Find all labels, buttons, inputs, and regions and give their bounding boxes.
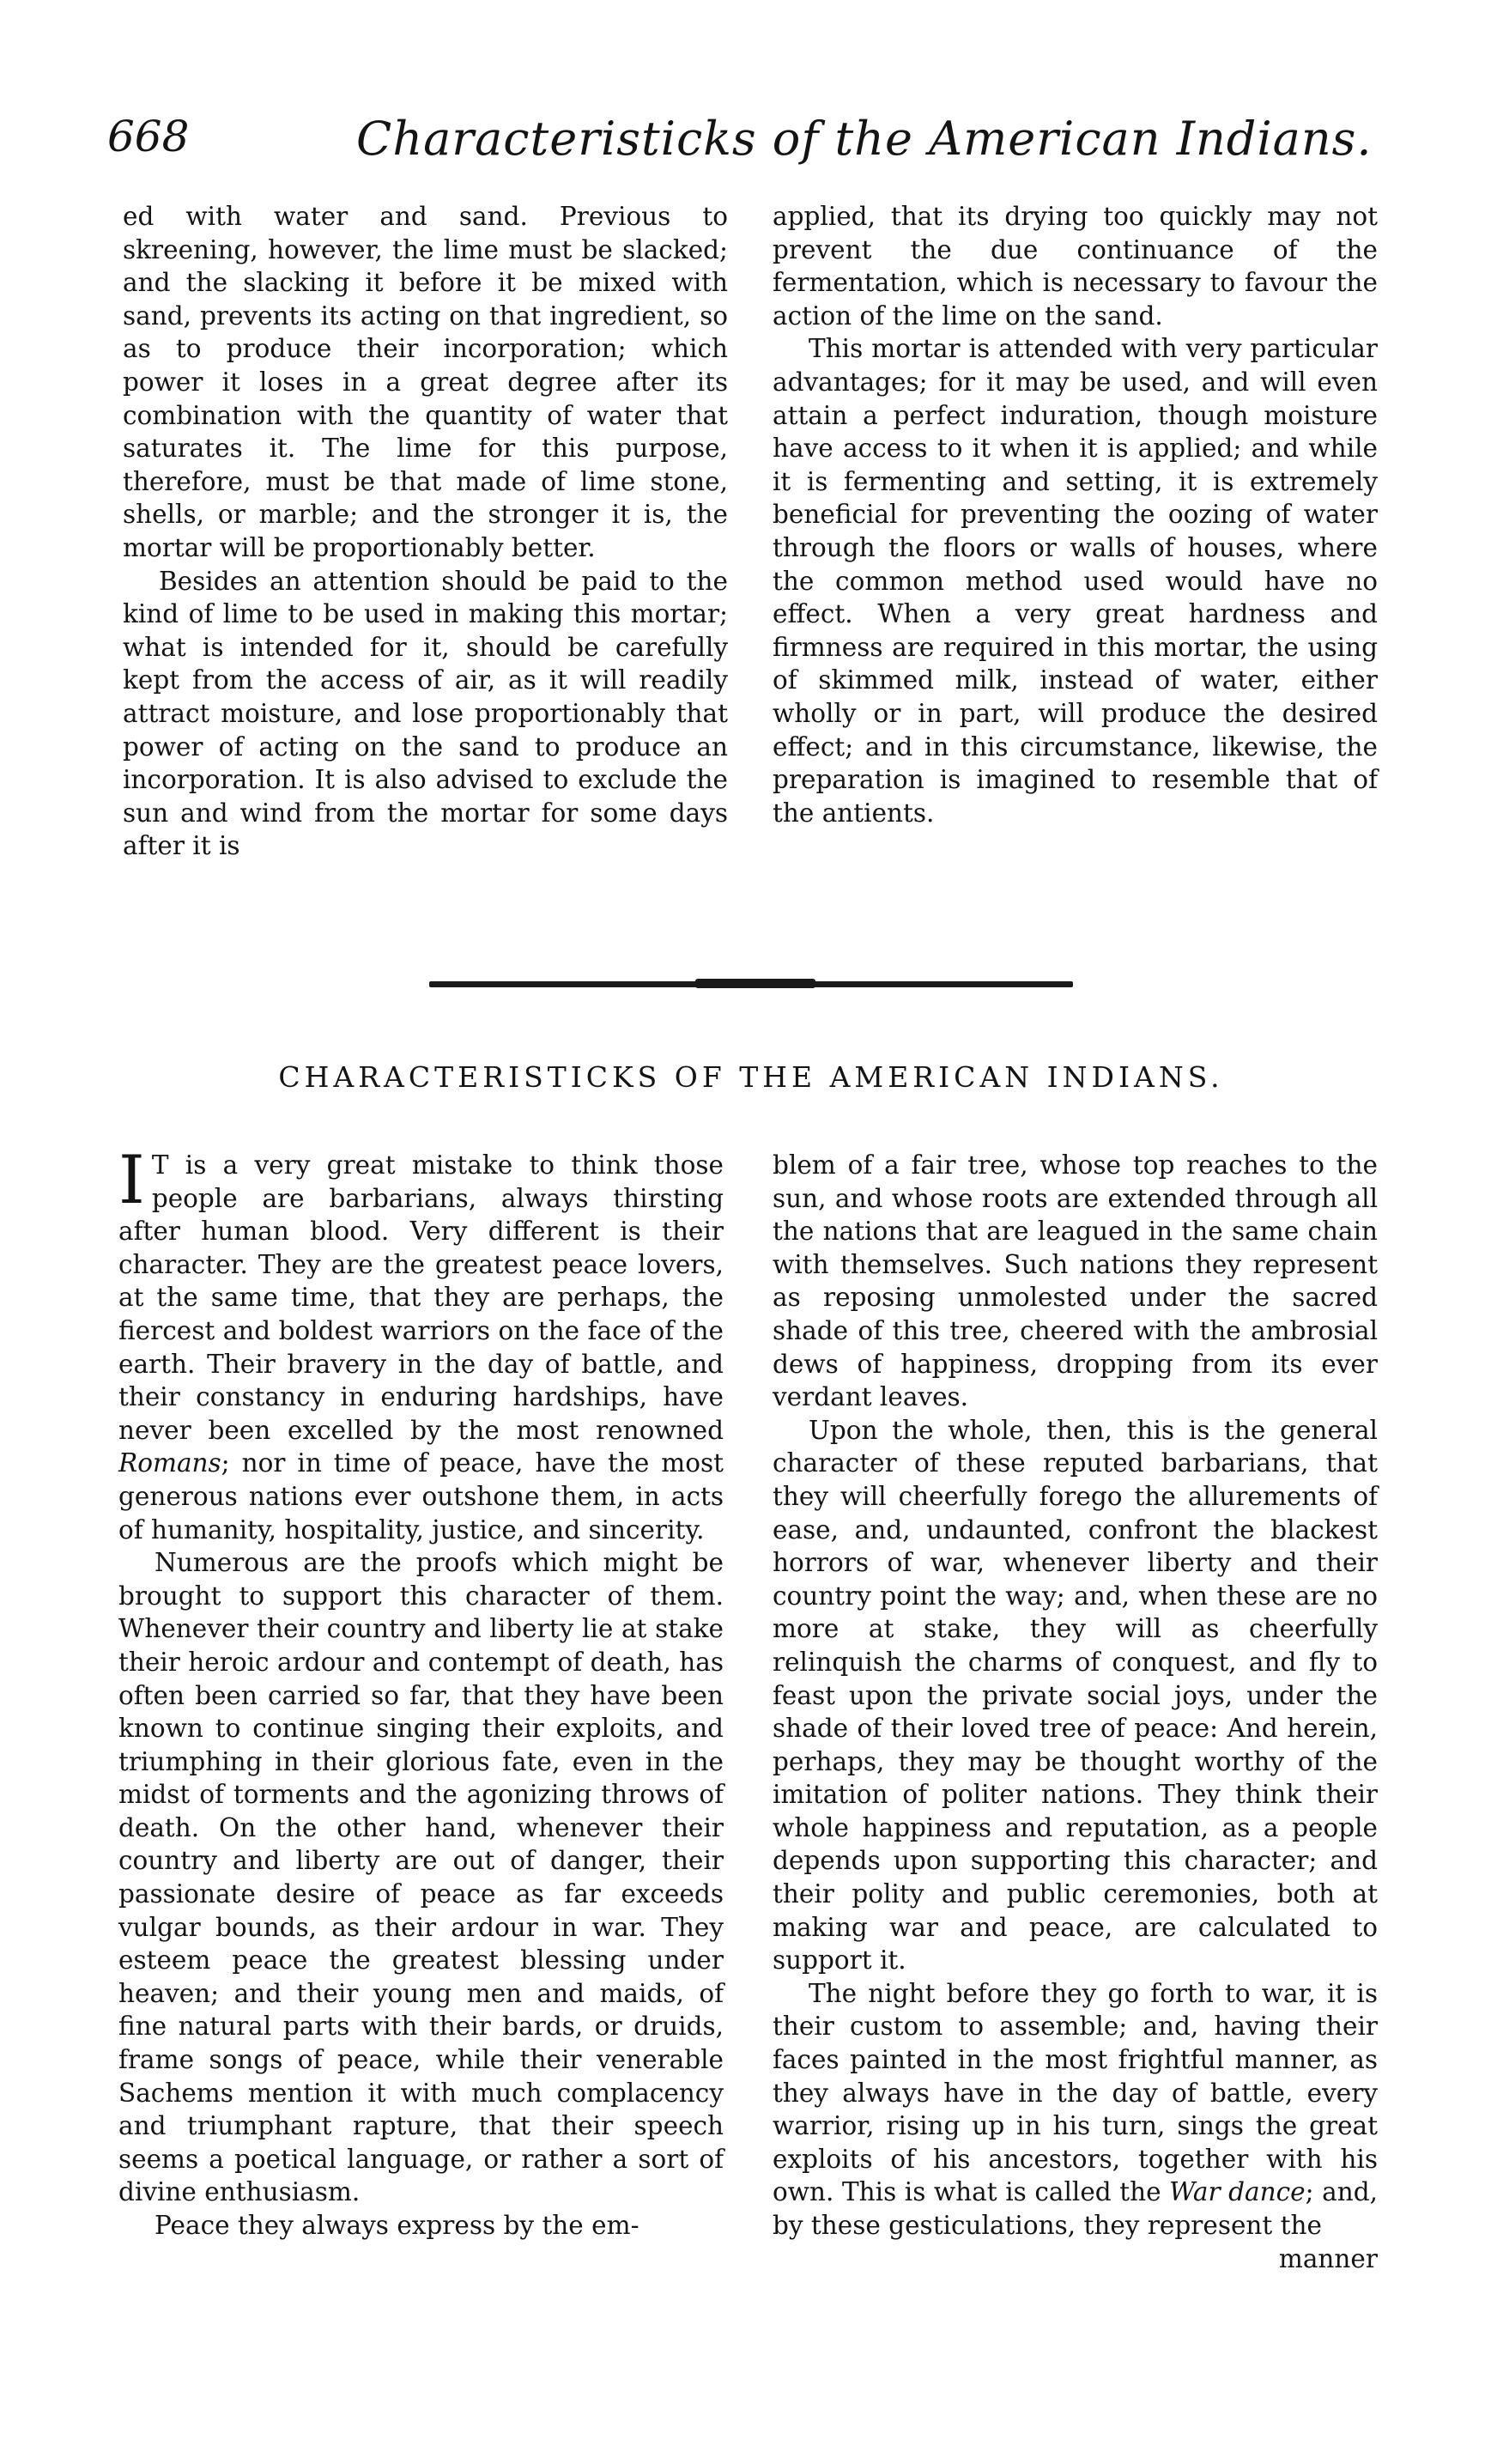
section-left-paragraph-1: I T is a very great mistake to think those people are barbarians, always thirsting after human blood. Very different is their character. They are the greatest peace lovers, at the same time, that they are perhaps, the fiercest and boldest warriors on the face of the earth. Their bravery in the day of battle, and their constancy in enduring hardships, have never been excelled by the most renowned Romans; nor in time of peace, have the most generous nations ever outshone them, in acts of humanity, hospitality, justice, and sincerity. (118, 1142, 724, 1545)
catchword: manner (1278, 2243, 1378, 2273)
section-title: CHARACTERISTICKS OF THE AMERICAN INDIANS. (278, 1060, 1224, 1094)
emphasis-war-dance: War dance (1169, 2177, 1306, 2207)
top-right-paragraph-2: This mortar is attended with very particular advantages; for it may be used, and will even attain a perfect induration, though moisture have access to it when it is applied; and while it is fermenting and setting, it is extremely beneficial for preventing the oozing of water through the floors or walls of houses, where the common method used would have no effect. When a very great hardness and firmness are required in this mortar, the using of skimmed milk, instead of water, either wholly or in part, will produce the desired effect; and in this circumstance, likewise, the preparation is imagined to resemble that of the antients. (773, 334, 1378, 828)
running-title: Characteristicks of the American Indians. (356, 112, 1373, 166)
top-right-paragraph-1: applied, that its drying too quickly may not prevent the due continuance of the fermentation, which is necessary to favour the action of the lime on the sand. (773, 202, 1378, 331)
top-left-column (123, 200, 728, 863)
section-right-paragraph-2: Upon the whole, then, this is the general character of these reputed barbarians, that they will cheerfully forego the allurements of ease, and, undaunted, confront the blackest horrors of war, whenever liberty and their country point the way; and, when these are no more at stake, they will as cheerfully relinquish the charms of conquest, and fly to feast upon the private social joys, under the shade of their loved tree of peace: And herein, perhaps, they may be thought worthy of the imitation of politer nations. They think their whole happiness and reputation, as a people depends upon supporting this character; and their polity and public ceremonies, both at making war and peace, are calculated to support it. (773, 1415, 1378, 1975)
drop-cap: I (118, 1142, 145, 1219)
section-divider-rule (429, 981, 1073, 987)
page-number: 668 (107, 112, 190, 161)
section-right-paragraph-3: The night before they go forth to war, it is their custom to assemble; and, having their faces painted in the most frightful manner, as they always have in the day of battle, every warrior, rising up in his turn, sings the great exploits of his ancestors, together with his own. This is what is called the War dance; and, by these gesticulations, they represent the (773, 1978, 1378, 2240)
page-header (107, 112, 1395, 189)
section-left-paragraph-3: Peace they always express by the em- (155, 2211, 639, 2240)
section-right-paragraph-1: blem of a fair tree, whose top reaches to the sun, and whose roots are extended through all the nations that are leagued in the same chain with themselves. Such nations they represent as reposing unmolested under the sacred shade of this tree, cheered with the ambrosial dews of happiness, dropping from its ever verdant leaves. (773, 1150, 1378, 1412)
top-right-column (773, 200, 1378, 829)
top-left-paragraph-1: ed with water and sand. Previous to skreening, however, the lime must be slacked; and the slacking it before it be mixed with sand, prevents its acting on that ingredient, so as to produce their incorporation; which power it loses in a great degree after its combination with the quantity of water that saturates it. The lime for this purpose, therefore, must be that made of lime stone, shells, or marble; and the stronger it is, the mortar will be proportionably better. (123, 202, 728, 562)
section-right-column (773, 1149, 1378, 2275)
section-left-column (118, 1142, 724, 2242)
emphasis-romans: Romans (118, 1448, 221, 1478)
top-left-paragraph-2: Besides an attention should be paid to the kind of lime to be used in making this mortar; what is intended for it, should be carefully kept from the access of air, as it will readily attract moisture, and lose proportionably that power of acting on the sand to produce an incorporation. It is also advised to exclude the sun and wind from the mortar for some days after it is (123, 566, 728, 861)
section-left-paragraph-2: Numerous are the proofs which might be brought to support this character of them. Whenever their country and liberty lie at stake their heroic ardour and contempt of death, has often been carried so far, that they have been known to continue singing their exploits, and triumphing in their glorious fate, even in the midst of torments and the agonizing throws of death. On the other hand, whenever their country and liberty are out of danger, their passionate desire of peace as far exceeds vulgar bounds, as their ardour in war. They esteem peace the greatest blessing under heaven; and their young men and maids, of fine natural parts with their bards, or druids, frame songs of peace, while their venerable Sachems mention it with much complacency and triumphant rapture, that their speech seems a poetical language, or rather a sort of divine enthusiasm. (118, 1548, 724, 2207)
